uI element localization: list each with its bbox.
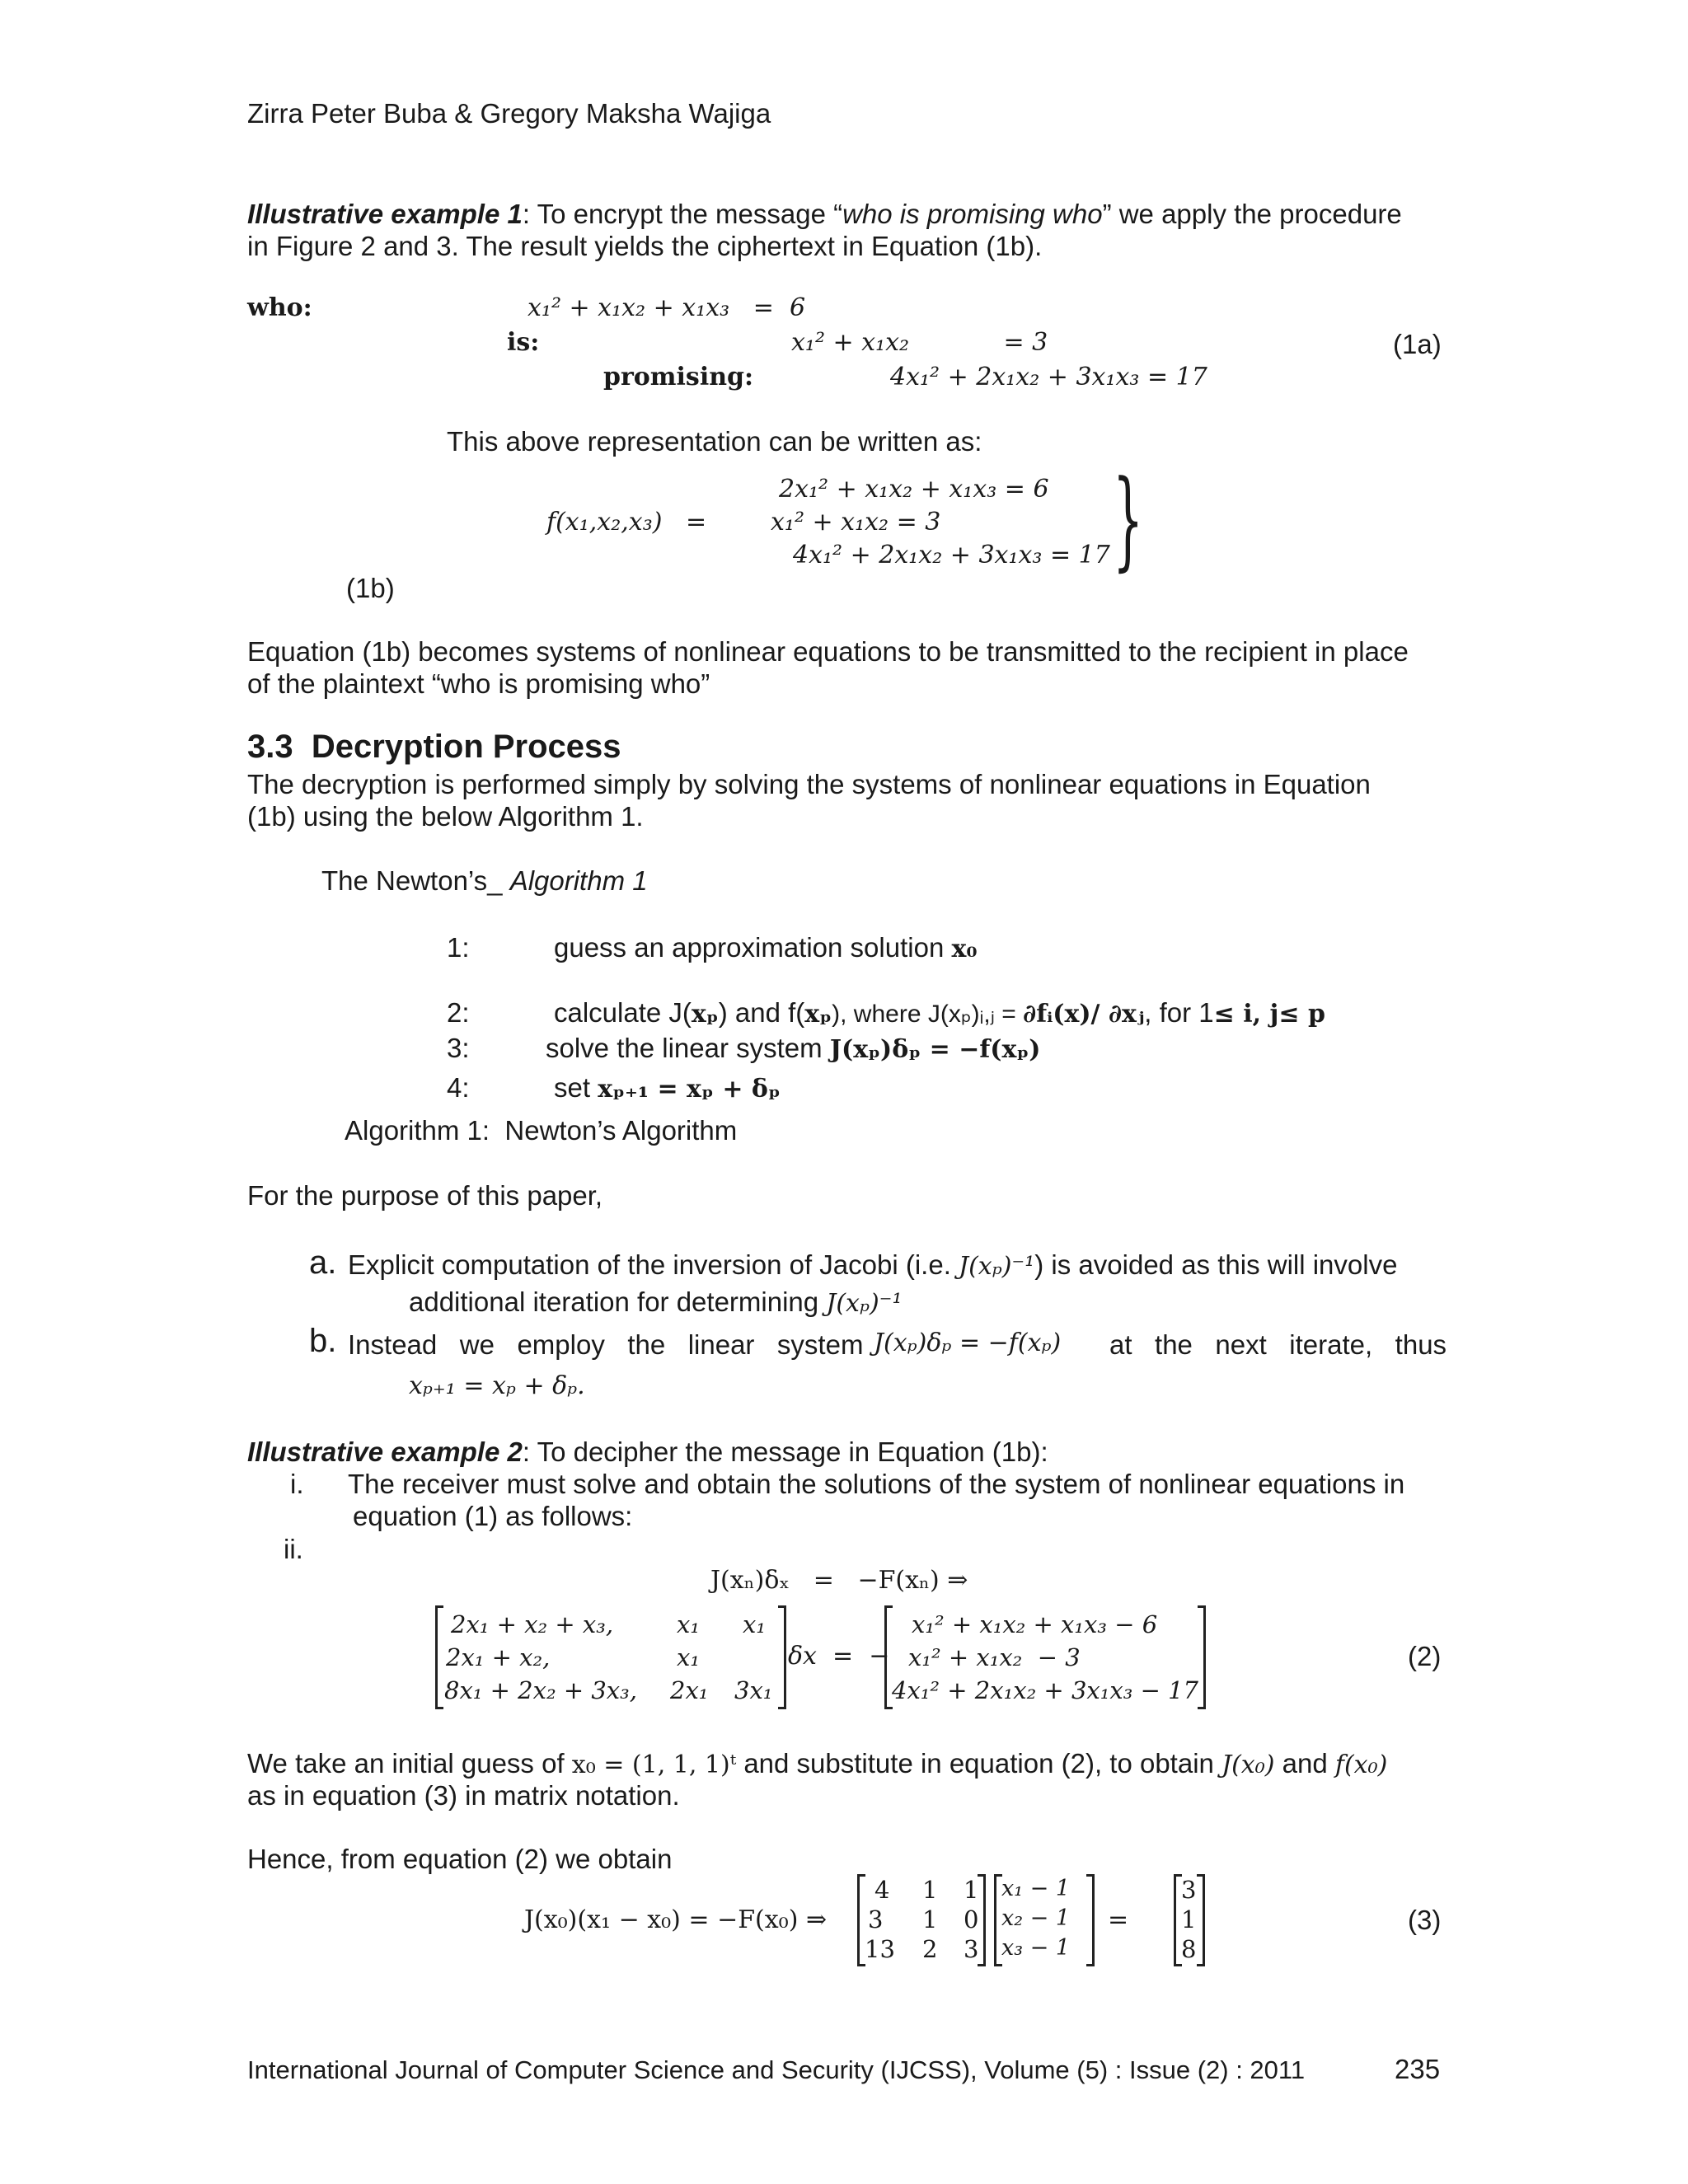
algorithm-step-2 (554, 996, 1325, 1031)
eq2-jacobian-r1c3: x₁ (743, 1610, 766, 1638)
eq1a-promising-equation: 4x₁² + 2x₁x₂ + 3x₁x₃ = 17 (890, 363, 1207, 391)
eq1a-who-equation: x₁² + x₁x₂ + x₁x₃ = 6 (528, 293, 806, 322)
eq2-number: (2) (1408, 1641, 1442, 1671)
eq3-lhs: J(x₀)(x₁ − x₀) = −F(x₀) ⇒ (524, 1905, 828, 1934)
purpose-a-line-2-text: additional iteration for determining (409, 1286, 827, 1317)
algorithm-step-1 (554, 931, 978, 966)
algorithm-caption: Algorithm 1: Newton’s Algorithm (345, 1115, 738, 1146)
algorithm-step-2-range: ≤ i, j≤ p (1213, 1000, 1325, 1029)
eq1a-who-label: who: (247, 293, 312, 322)
eq2-jacobian-r1c1: 2x₁ + x₂ + x₃, (451, 1610, 614, 1638)
example-2-paragraph (247, 1436, 1048, 1469)
footer-page-number: 235 (1395, 2054, 1441, 2084)
purpose-a-line-1 (348, 1249, 1442, 1283)
example-2-text: : To decipher the message in Equation (1b): (522, 1436, 1048, 1467)
eq3-number: (3) (1408, 1905, 1442, 1935)
purpose-b-text-1: Instead we employ the linear system (348, 1329, 864, 1360)
eq3-b-row-3: 8 (1181, 1935, 1197, 1963)
eq1a-is-equation: x₁² + x₁x₂ = 3 (791, 328, 1048, 357)
algorithm-step-3 (546, 1032, 1041, 1066)
example-1-label: Illustrative example 1 (247, 199, 523, 229)
purpose-a-math: J(xₚ)⁻¹ (959, 1252, 1035, 1281)
algorithm-intro (321, 865, 648, 898)
eq2-rhs-row-3: 4x₁² + 2x₁x₂ + 3x₁x₃ − 17 (892, 1676, 1198, 1704)
algorithm-step-2-xp-2: xₚ (804, 1000, 832, 1029)
purpose-b-text-2: at the next iterate, thus (1109, 1329, 1447, 1360)
purpose-a-text-2: ) is avoided as this will involve (1034, 1249, 1398, 1280)
purpose-intro: For the purpose of this paper, (247, 1180, 603, 1211)
algorithm-step-2-derivative: ∂fᵢ(x)/ ∂xⱼ (1023, 1000, 1145, 1029)
algorithm-step-3-text: solve the linear system (546, 1033, 830, 1063)
algorithm-step-3-math: J(xₚ)δₚ = −f(xₚ) (829, 1035, 1041, 1064)
guess-x0-math: x₀ = (1, 1, 1)ᵗ (571, 1750, 737, 1779)
eq2-jacobian-matrix (435, 1607, 786, 1708)
eq1b-paragraph-line-1: Equation (1b) becomes systems of nonlinear equations to be transmitted to the recipient in place (247, 636, 1409, 667)
eq3-b-row-1: 3 (1181, 1876, 1197, 1904)
eq2-jacobian-r2c2: x₁ (677, 1643, 700, 1671)
algorithm-step-2-text-c: ), where J(xₚ)ᵢ,ⱼ = (832, 1001, 1024, 1028)
algorithm-step-4 (554, 1071, 781, 1106)
example-1-text-a: : To encrypt the message “ (522, 199, 843, 229)
eq3-a-r1c2: 1 (922, 1876, 938, 1904)
eq3-x-row-3: x₃ − 1 (1001, 1935, 1071, 1961)
eq3-vector-b (1174, 1876, 1205, 1965)
example-2-i-line-1: The receiver must solve and obtain the solutions of the system of nonlinear equations in (348, 1469, 1405, 1499)
eq3-equals: = (1108, 1905, 1129, 1934)
example-1-text-b: ” we apply the procedure (1102, 199, 1402, 229)
eq1b-line-1: 2x₁² + x₁x₂ + x₁x₃ = 6 (779, 475, 1049, 504)
eq1a-is-label: is: (507, 328, 540, 357)
eq2-jacobian-r2c1: 2x₁ + x₂, (446, 1643, 551, 1671)
algorithm-step-2-text-b: ) and f( (718, 997, 805, 1028)
guess-f-math: f(x₀) (1334, 1750, 1388, 1779)
eq3-vector-x (994, 1876, 1095, 1965)
guess-jacobian-math: J(x₀) (1221, 1750, 1275, 1779)
algorithm-step-1-math: x₀ (951, 935, 978, 963)
purpose-a-line-2 (409, 1286, 903, 1320)
guess-text-b: and substitute in equation (2), to obtain (736, 1748, 1222, 1779)
eq2-jacobian-r3c3: 3x₁ (734, 1676, 773, 1704)
eq2-jacobian-r3c1: 8x₁ + 2x₂ + 3x₃, (444, 1676, 637, 1704)
algorithm-step-2-text-d: , for 1 (1144, 997, 1214, 1028)
eq3-b-row-2: 1 (1181, 1905, 1197, 1933)
eq3-a-r1c3: 1 (964, 1876, 979, 1904)
eq3-a-r3c1: 13 (865, 1935, 895, 1963)
eq3-a-r2c3: 0 (964, 1905, 979, 1933)
purpose-a-text: Explicit computation of the inversion of Jacobi (i.e. (348, 1249, 959, 1280)
eq3-intro: Hence, from equation (2) we obtain (247, 1844, 673, 1874)
eq1b-brace: } (1113, 457, 1144, 582)
purpose-b-marker: b. (309, 1323, 337, 1359)
algorithm-step-4-number: 4: (447, 1072, 470, 1103)
eq1b-paragraph-line-2: of the plaintext “who is promising who” (247, 668, 710, 699)
algorithm-step-4-math: xₚ₊₁ = xₚ + δₚ (598, 1075, 781, 1104)
guess-text-a: We take an initial guess of (247, 1748, 572, 1779)
algorithm-step-2-xp-1: xₚ (691, 1000, 719, 1029)
section-heading: 3.3 Decryption Process (247, 729, 621, 765)
algorithm-step-1-number: 1: (447, 932, 470, 963)
eq2-rhs-row-1: x₁² + x₁x₂ + x₁x₃ − 6 (912, 1610, 1158, 1638)
purpose-a-math-2: J(xₚ)⁻¹ (826, 1289, 903, 1318)
eq3-x-row-2: x₂ − 1 (1001, 1905, 1071, 1931)
eq2-middle: δx = − (788, 1642, 890, 1671)
eq3-a-r3c3: 3 (964, 1935, 979, 1963)
example-2-label: Illustrative example 2 (247, 1436, 523, 1467)
eq3-a-r1c1: 4 (874, 1876, 890, 1904)
example-1-line-2: in Figure 2 and 3. The result yields the ciphertext in Equation (1b). (247, 231, 1043, 261)
algorithm-step-4-text: set (554, 1072, 598, 1103)
eq3-x-row-1: x₁ − 1 (1001, 1876, 1071, 1901)
running-header: Zirra Peter Buba & Gregory Maksha Wajiga (247, 98, 771, 129)
example-1-message: who is promising who (842, 199, 1103, 229)
guess-text-c: and (1274, 1748, 1335, 1779)
algorithm-step-2-text-a: calculate J( (554, 997, 692, 1028)
eq2-top: J(xₙ)δₓ = −F(xₙ) ⇒ (710, 1566, 968, 1595)
section-line-1: The decryption is performed simply by solving the systems of nonlinear equations in Equation (247, 769, 1371, 799)
eq1a-promising-label: promising: (603, 363, 754, 391)
eq3-a-r2c2: 1 (922, 1905, 938, 1933)
eq2-rhs-vector (884, 1607, 1206, 1708)
example-2-i-line-2: equation (1) as follows: (353, 1501, 633, 1531)
eq2-jacobian-r3c2: 2x₁ (670, 1676, 709, 1704)
eq3-a-r3c2: 2 (922, 1935, 938, 1963)
eq1b-number: (1b) (346, 573, 395, 603)
example-2-i-marker: i. (290, 1469, 304, 1499)
footer-journal: International Journal of Computer Science and Security (IJCSS), Volume (5) : Issue (2) : 2011 (247, 2055, 1306, 2084)
eq1b-lhs: f(x₁,x₂,x₃) = (546, 508, 707, 537)
guess-line-1 (247, 1747, 1387, 1782)
example-1-paragraph (247, 198, 1402, 231)
eq2-jacobian-r1c2: x₁ (677, 1610, 700, 1638)
algorithm-step-1-text: guess an approximation solution (554, 932, 952, 963)
guess-line-2: as in equation (3) in matrix notation. (247, 1780, 680, 1811)
algorithm-step-3-number: 3: (447, 1033, 470, 1063)
example-2-ii-marker: ii. (284, 1534, 303, 1564)
eq3-matrix-a (857, 1876, 986, 1965)
algorithm-intro-text: The Newton’s_ (321, 865, 510, 896)
eq1a-number: (1a) (1393, 329, 1442, 359)
section-line-2: (1b) using the below Algorithm 1. (247, 801, 644, 832)
representation-text: This above representation can be written as: (447, 426, 982, 457)
purpose-a-marker: a. (309, 1244, 337, 1281)
purpose-b-math-1: J(xₚ)δₚ = −f(xₚ) (874, 1329, 1062, 1357)
algorithm-step-2-number: 2: (447, 997, 470, 1028)
purpose-b-math-2: xₚ₊₁ = xₚ + δₚ. (409, 1371, 585, 1400)
eq1b-line-3: 4x₁² + 2x₁x₂ + 3x₁x₃ = 17 (793, 541, 1110, 569)
eq3-a-r2c1: 3 (868, 1905, 884, 1933)
eq2-rhs-row-2: x₁² + x₁x₂ − 3 (908, 1643, 1081, 1671)
eq1b-line-2: x₁² + x₁x₂ = 3 (771, 508, 941, 537)
algorithm-intro-name: Algorithm 1 (509, 865, 648, 896)
